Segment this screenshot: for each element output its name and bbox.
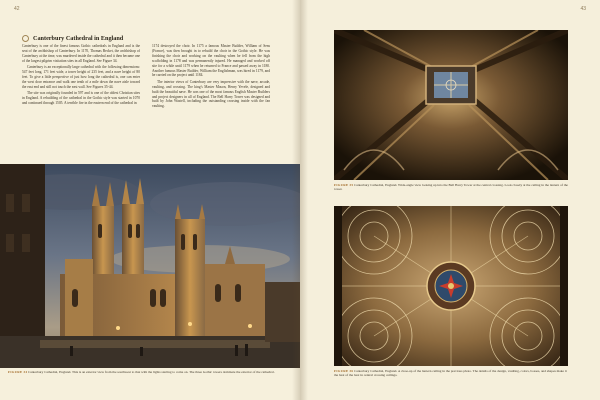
figure-caption-text: Canterbury Cathedral, England. Wide-angle view looking up into the Bell Harry Tower at the central crossing. Look closely at the ceiling in the lantern of the tower. [334,183,568,192]
paragraph: Canterbury is one of the finest famous Gothic cathedrals in England and is the seat of the archbishop of Canterbury. In 1170, Thomas Becket, the archbishop of Canterbury at the time, was murdered inside the cathedral and it then became one of the largest pilgrim visitation sites in all England. See Figure 34. [22,44,140,63]
page-number-right: 43 [580,6,586,12]
figure-label: FIGURE 34 [8,370,28,374]
cathedral-exterior-photo [0,164,300,368]
text-column-1 [22,44,140,107]
tower-interior-photo [334,30,568,180]
figure-caption-text: Canterbury Cathedral, England. This is an exterior view from the southwest to that with the lights starting to come on. The three Gothic towers dominate the exterior of the cathedral. [28,370,275,374]
paragraph: Canterbury is an exceptionally large cathedral with the following dimensions: 547 feet long, 171 feet wide, a tower height of 235 feet, and a nave height of 80 feet. To give a little perspective of just how long the cathedral is, one can enter the west door entrance and walk one tenth of a mile down the nave aisle toward the east end and still not touch the east wall. See Figures 35-44. [22,65,140,89]
figure-36-caption [334,369,568,378]
heading-bullet-icon [22,35,29,42]
page-number-left: 42 [14,6,20,12]
figure-34-caption [8,370,293,374]
figure-35-caption [334,183,568,192]
figure-caption-text: Canterbury Cathedral, England. A close-up of the lantern ceiling in the previous photo. The details of the design, vaulting, colors, bosses, and shapes make it the best of the best in central crossing ceilings. [334,369,567,378]
article-title: Canterbury Cathedral in England [33,35,124,42]
paragraph: The site was originally founded in 597 and is one of the oldest Christian sites in England. A rebuilding of the cathedral in the Gothic style was started in 1070 and continued through 1505. A terrible fire in the eastern end of the cathedral in [22,91,140,105]
article-heading [22,35,262,42]
paragraph: The interior views of Canterbury are very impressive with the nave, arcade, vaulting, and crossing. The king's Master Mason, Henry Yevele, designed and built the beautiful nave. He was one of the most famous English Master Builders and project designers in all of England. The Bell Harry Tower was designed and built by John Wastell, including the outstanding crossing inside with the fan vaulting. [152,79,270,109]
text-column-2 [152,44,270,111]
fan-vault-photo [334,206,568,366]
paragraph: 1174 destroyed the choir. In 1175 a famous Master Builder, William of Sens (France), was then brought in to rebuild the choir in the Gothic style. He was finishing the choir and working on the vaulting when he fell from the high scaffolding in 1178 and was permanently injured. He managed and worked off site for a while until 1179 when he returned to France and passed away in 1180. Another famous Master Builder, William the Englishman, was hired in 1179, and he carried on the project until 1184. [152,44,270,78]
figure-label: FIGURE 36 [334,369,354,373]
figure-label: FIGURE 35 [334,183,354,187]
